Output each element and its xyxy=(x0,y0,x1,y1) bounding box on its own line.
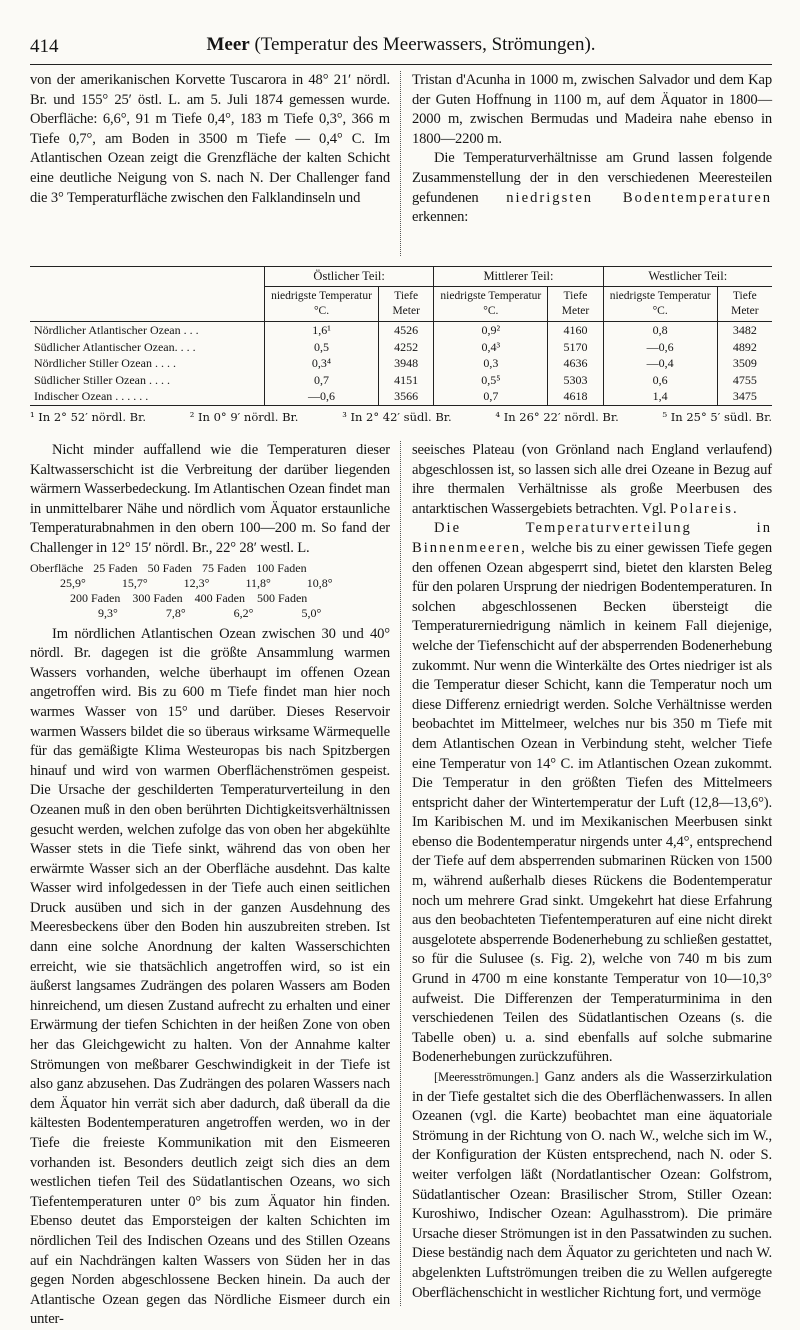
text-span: Die Temperaturverhältnisse am Grund lassen folgende Zusammenstellung der in den verschiedenen Meeresteilen gefundenen xyxy=(412,150,772,206)
cell-temperature: 0,7 xyxy=(265,372,379,389)
col-header-temp: niedrigste Temperatur °C. xyxy=(603,287,717,322)
row-label: Südlicher Atlantischer Ozean. . . . xyxy=(34,339,196,354)
cell-depth: 5303 xyxy=(548,372,603,389)
cell-temperature: 0,4³ xyxy=(434,339,548,356)
cell-depth: 3566 xyxy=(379,388,434,405)
col-header-temp: niedrigste Temperatur °C. xyxy=(265,287,379,322)
mini-labels-row-1 xyxy=(30,561,390,576)
footnote: ⁴ In 26° 22′ nördl. Br. xyxy=(495,409,619,424)
cell-temperature: —0,4 xyxy=(603,355,717,372)
table-row xyxy=(30,322,772,339)
cell-temperature: 0,5⁵ xyxy=(434,372,548,389)
cell-depth: 4252 xyxy=(379,339,434,356)
mini-value: 11,8° xyxy=(245,575,271,590)
table-row xyxy=(30,339,772,356)
table-row xyxy=(30,355,772,372)
mini-label: 100 Faden xyxy=(256,560,307,575)
page-number: 414 xyxy=(30,36,59,57)
cell-temperature: 0,3 xyxy=(434,355,548,372)
paragraph-right-3 xyxy=(412,1068,772,1303)
mini-value: 10,8° xyxy=(306,575,333,590)
mini-labels-row-2 xyxy=(30,591,390,606)
footnote: ³ In 2° 42′ südl. Br. xyxy=(342,409,452,424)
mini-value: 9,3° xyxy=(98,605,118,620)
footnote: ⁵ In 25° 5′ südl. Br. xyxy=(662,409,772,424)
paragraph-top-right-1: Tristan d'Acunha in 1000 m, zwischen Salvador und dem Kap der Guten Hoffnung in 1100 m, auf dem Äquator in 1800—2000 m, zwischen Bermudas und Madeira nahe ebenso in 1800—2200 m. xyxy=(412,72,772,147)
cross-reference: Polareis. xyxy=(669,500,739,517)
cell-temperature: 0,5 xyxy=(265,339,379,356)
mini-label: 75 Faden xyxy=(201,560,247,575)
mini-label: 300 Faden xyxy=(132,590,183,605)
mini-value: 15,7° xyxy=(121,575,148,590)
cell-temperature: —0,6 xyxy=(603,339,717,356)
cell-depth: 4636 xyxy=(548,355,603,372)
group-header-middle: Mittlerer Teil: xyxy=(434,267,603,287)
cell-temperature: 1,4 xyxy=(603,388,717,405)
page-header xyxy=(30,30,772,65)
cell-depth: 5170 xyxy=(548,339,603,356)
top-left-column xyxy=(30,71,390,208)
mini-label: 50 Faden xyxy=(147,560,192,575)
mini-label: 200 Faden xyxy=(70,590,121,605)
paragraph-right-1 xyxy=(412,441,772,519)
emphasis-span: Die Temperaturverteilung in Binnenmeeren, xyxy=(412,520,772,556)
cell-depth: 3482 xyxy=(717,322,772,339)
paragraph-right-2 xyxy=(412,519,772,1068)
cell-depth: 4526 xyxy=(379,322,434,339)
text-span: seeisches Plateau (von Grönland nach England verlaufend) abgeschlossen ist, so lassen sich alle drei Ozeane in Bezug auf ihre thermalen Verhältnisse als große Meerbusen des antarktischen Wassergebiets betrachten. Vgl. xyxy=(412,442,772,517)
group-header-east: Östlicher Teil: xyxy=(265,267,434,287)
depth-temperature-list xyxy=(30,561,390,621)
section-heading: [Meeresströmungen.] xyxy=(434,1070,539,1084)
paragraph-left-2: Im nördlichen Atlantischen Ozean zwischen 30 und 40° nördl. Br. dagegen ist die größte Ansammlung warmen Wassers vorhanden, welche überhaupt im offenen Ozean angetroffen wird. Bis zu 600 m Tiefe findet man hier noch warmes Wasser von 15° und darüber. Dieses Reservoir warmen Wassers bildet die so überaus wirksame Wärmequelle für das gemäßigte Klima Westeuropas bis nach Spitzbergen hinauf und wird von warmen Oberflächenströmen gespeist. Die Ursache der geschilderten Temperaturverteilung in den Ozeanen muß in den oben berührten Dichtigkeitsverhältnissen gesucht werden, welchen zufolge das von oben her abgekühlte Wasser stets in die Tiefe sinkt, während das von oben her erwärmte Wasser sich an der Oberfläche ausdehnt. Das kalte Wasser wird infolgedessen in der Tiefe auch einen seitlichen Druck ausüben und sich in der ganzen Ausdehnung des Meeresbeckens über den Boden hin auszubreiten streben. Ist dann eine solche Anordnung der kalten Wasserschichten erreicht, wie sie thatsächlich angetroffen wird, so ist ein äußerst langsames Zudrängen des polaren Wassers am Boden hinreichend, um diesen Zustand aufrecht zu erhalten und einer Erwärmung der tiefen Schichten in der heißen Zone von oben her das Gleichgewicht zu halten. Von der Annahme kalter Strömungen von meßbarer Geschwindigkeit in der Tiefe ist also ganz abzusehen. Das Zudrängen des polaren Wassers nach dem Äquator hin verrät sich aber dadurch, daß überall da die kältesten Bodentemperaturen angetroffen werden, wo in der Tiefe die freieste Kommunikation mit den Eismeeren vorhanden ist. Besonders deutlich zeigt sich dies an dem westlichen tiefen Teil des Südatlantischen Ozeans, wo sich Tiefentemperaturen unter 0° bis zum Äquator hin finden. Ebenso deutet das Emporsteigen der kalten Schichten im nördlichen Teil des Indischen Ozeans und des Stillen Ozeans auf ein Nachdrängen kalten Wassers von Süden her in das gegen Norden abgeschlossene Becken hinein. Da auch der Atlantische Ozean gegen das Nördliche Eismeer durch ein unter- xyxy=(30,625,390,1328)
cell-temperature: 1,6¹ xyxy=(265,322,379,339)
row-label: Nördlicher Atlantischer Ozean . . . xyxy=(34,323,199,337)
column-divider-main xyxy=(400,441,401,1306)
group-header-west: Westlicher Teil: xyxy=(603,267,772,287)
cell-depth: 4892 xyxy=(717,339,772,356)
text-span: Ganz anders als die Wasserzirkulation in der Tiefe gestaltet sich die des Oberflächenwassers. In allen Ozeanen (vgl. die Karte) beobachtet man eine äquatoriale Strömung in der Richtung von O. nach W., welche sich im W., der Konfiguration der Küsten entsprechend, nach N. oder S. weiter verfolgen läßt (Nordatlantischer Ozean: Golfstrom, Südatlantischer Ozean: Brasilischer Strom, Stiller Ozean: Kuroshiwo, Indischer Ozean: Agulhasstrom). Die primäre Ursache dieser Strömungen ist in den Passatwinden zu suchen. Diese beständig nach dem Äquator zu gerichteten und nach W. abgelenkten Luftströmungen treiben die zu Wellen aufgeregte Oberflächenschicht in westlicher Richtung fort, und vermöge xyxy=(412,1069,773,1301)
paragraph-left-1: Nicht minder auffallend wie die Temperaturen dieser Kaltwasserschicht ist die Verbreitung der darüber liegenden wärmern Wasserbedeckung. Im Atlantischen Ozean findet man in unmittelbarer Nähe und nördlich vom Äquator erstaunliche Temperaturabnahmen in den obern 100—200 m. So fand der Challenger in 12° 15′ nördl. Br., 22° 28′ westl. L. xyxy=(30,442,390,556)
column-divider-top xyxy=(400,71,401,256)
mini-values-row-2 xyxy=(30,606,390,621)
cell-temperature: 0,7 xyxy=(434,388,548,405)
cell-temperature: 0,3⁴ xyxy=(265,355,379,372)
title-main: Meer xyxy=(206,34,250,55)
mini-values-row-1 xyxy=(30,576,390,591)
table-row xyxy=(30,388,772,405)
cell-depth: 4160 xyxy=(548,322,603,339)
col-header-depth: Tiefe Meter xyxy=(379,287,434,322)
mini-label: 400 Faden xyxy=(194,590,245,605)
cell-depth: 3509 xyxy=(717,355,772,372)
row-label: Südlicher Stiller Ozean . . . . xyxy=(34,372,170,387)
page xyxy=(30,30,773,1328)
mini-label: 25 Faden xyxy=(93,560,138,575)
footnote: ¹ In 2° 52′ nördl. Br. xyxy=(30,409,147,424)
cell-depth: 4151 xyxy=(379,372,434,389)
emphasis-span: niedrigsten Bodentemperaturen xyxy=(506,189,772,206)
text-span: erkennen: xyxy=(412,209,469,226)
mini-label: 500 Faden xyxy=(256,590,308,605)
text-span: welche bis zu einer gewissen Tiefe gegen den offenen Ozean abgesperrt sind, bietet den klarsten Beleg für den polaren Ursprung der niedrigen Bodentemperaturen. In solchen abgeschlossenen Becken übersteigt die Temperaturerniedrigung nämlich in keinem Fall diejenige, welche der Tiefenschicht auf der absperrenden Bodenerhebung zukommt. Nur wenn die Winterkälte des Ortes niedriger ist als die Temperatur dieser Schicht, kann die Temperatur noch um diese Differenz erniedrigt werden. Solche Verhältnisse werden beobachtet im Mittelmeer, welches nur bis 350 m Tiefe mit dem Atlantischen Ozean in Verbindung steht, welcher Tiefe eine Temperatur von 14° C. im Atlantischen Ozean zukommt. Die Temperatur in den größten Tiefen des Mittelmeers entspricht daher der Wintertemperatur der Luft (12,8—13,6°). Im Karibischen M. und im Mexikanischen Meerbusen sinkt ebenso die Bodentemperatur nirgends unter 4,4°, entsprechend der Tiefe auf dem absperrenden submarinen Rücken von 1500 m, während außerhalb dieses Rückens die Bodentemperatur noch um mehrere Grad sinkt. Umgekehrt hat diese Erfahrung aus den beobachteten Tiefentemperaturen auf eine nicht direkt ausgelotete absperrende Bodenerhebung zu schließen gestattet, so für die Sulusee (s. Fig. 2), welche von 740 m bis zum Grund in 4700 m eine konstante Temperatur von 10—10,3° aufweist. Die Differenzen der Temperaturminima in den verschiedenen Teilen des Südatlantischen Ozeans (s. die Tabelle oben) u. a. sind ebenfalls auf solche submarine Bodenerhebungen zurückzuführen. xyxy=(412,539,772,1066)
footnote: ² In 0° 9′ nördl. Br. xyxy=(189,409,299,424)
mini-value: 5,0° xyxy=(301,605,322,620)
mini-value: 6,2° xyxy=(233,605,254,620)
col-header-temp: niedrigste Temperatur °C. xyxy=(434,287,548,322)
mini-value: 25,9° xyxy=(60,575,86,590)
top-right-column xyxy=(412,71,772,228)
cell-temperature: 0,8 xyxy=(603,322,717,339)
table-row xyxy=(30,372,772,389)
mini-value: 7,8° xyxy=(165,605,186,620)
paragraph-top-left: von der amerikanischen Korvette Tuscarora in 48° 21′ nördl. Br. und 155° 25′ östl. L. am 5. Juli 1874 gemessen wurde. Oberfläche: 6,6°, 91 m Tiefe 0,4°, 183 m Tiefe 0,3°, 366 m Tiefe 0,7°, am Boden in 3500 m Tiefe — 0,4° C. Im Atlantischen Ozean zeigt die Grenzfläche der kalten Schicht eine deutliche Neigung von S. nach N. Der Challenger fand die 3° Temperaturfläche zwischen den Falklandinseln und xyxy=(30,72,390,206)
main-right-column xyxy=(412,441,772,1303)
paragraph-top-right-2 xyxy=(412,149,772,227)
cell-temperature: —0,6 xyxy=(265,388,379,405)
cell-depth: 3475 xyxy=(717,388,772,405)
cell-depth: 3948 xyxy=(379,355,434,372)
mini-label: Oberfläche xyxy=(30,560,84,575)
row-label: Nördlicher Stiller Ozean . . . . xyxy=(34,356,176,370)
mini-value: 12,3° xyxy=(183,575,210,590)
col-header-depth: Tiefe Meter xyxy=(548,287,603,322)
bottom-temperature-table xyxy=(30,266,772,424)
cell-depth: 4618 xyxy=(548,388,603,405)
cell-temperature: 0,9² xyxy=(434,322,548,339)
cell-temperature: 0,6 xyxy=(603,372,717,389)
cell-depth: 4755 xyxy=(717,372,772,389)
table-corner xyxy=(30,267,265,322)
row-label: Indischer Ozean . . . . . . xyxy=(34,389,149,403)
table-footnotes xyxy=(30,405,772,424)
main-left-column xyxy=(30,441,390,1330)
page-title xyxy=(30,34,772,56)
col-header-depth: Tiefe Meter xyxy=(717,287,772,322)
title-sub: (Temperatur des Meerwassers, Strömungen). xyxy=(254,34,596,55)
